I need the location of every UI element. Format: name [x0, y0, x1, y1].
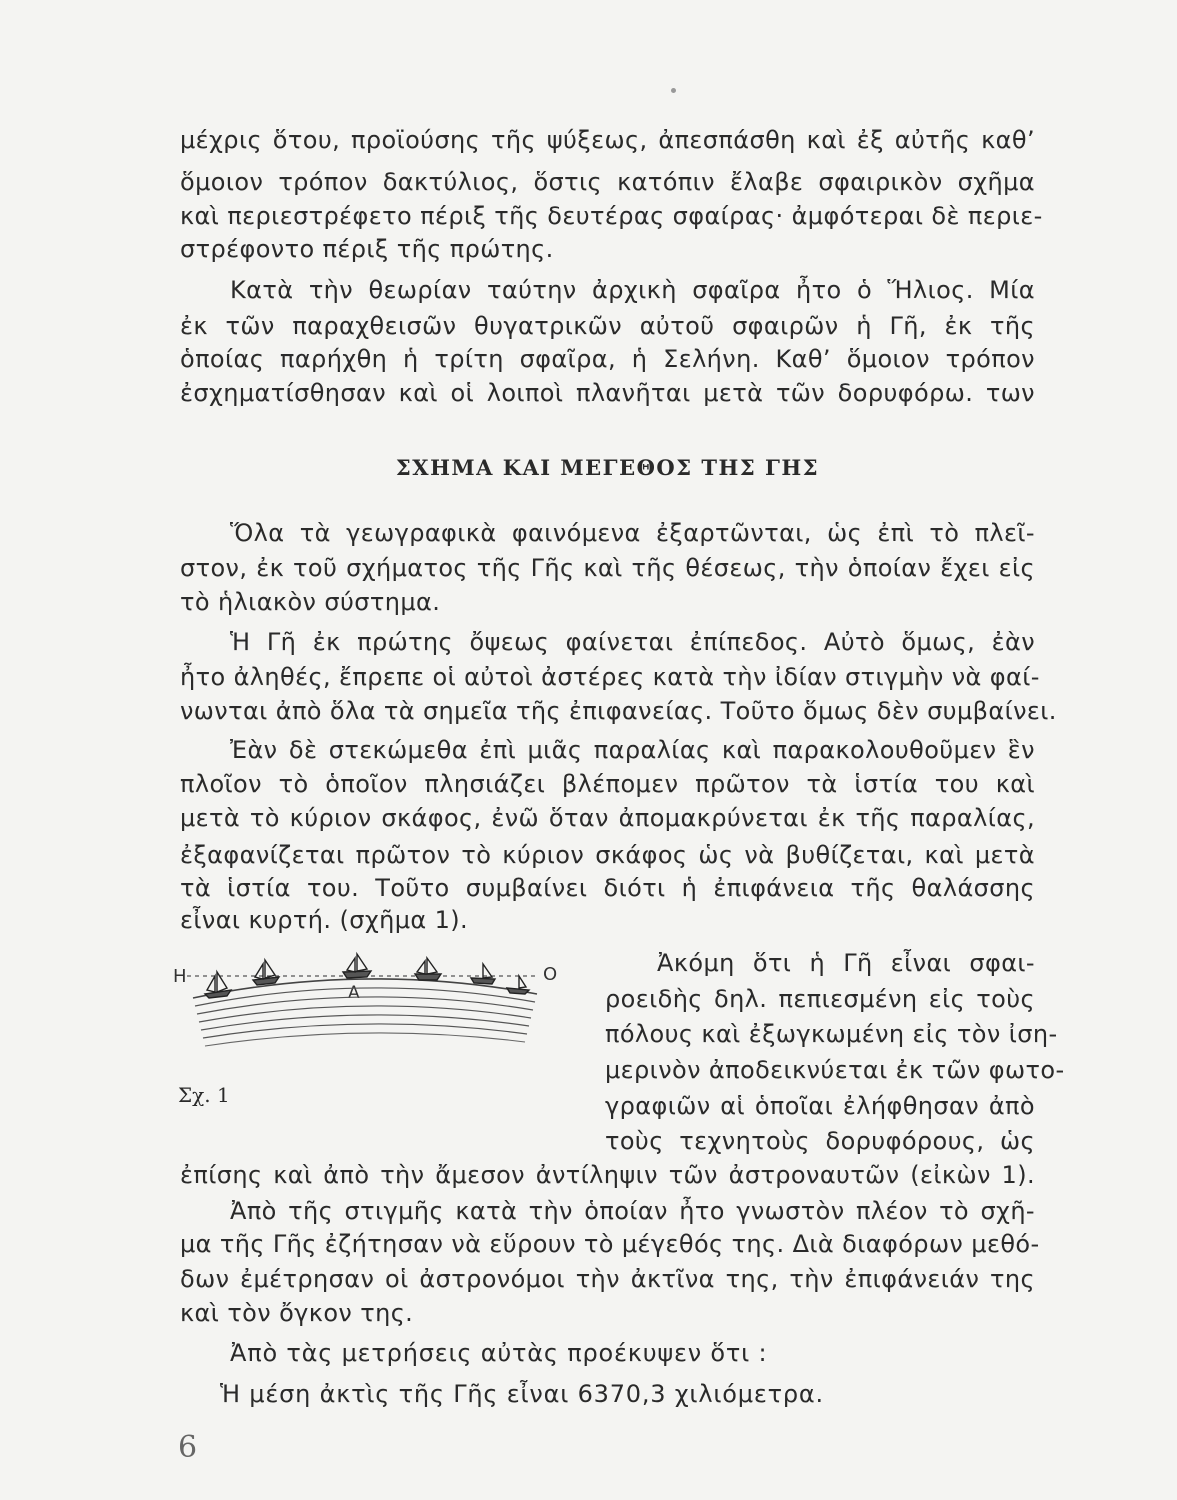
curved-sea-ships-figure: [165, 950, 605, 1060]
sea-curve-7: [205, 1033, 525, 1046]
text-line: πόλους καὶ ἐξωγκωμένη εἰς τὸν ἰση-: [605, 1020, 1058, 1048]
text-line: ἐκ τῶν παραχθεισῶν θυγατρικῶν αὐτοῦ σφαιρῶν ἡ Γῆ, ἐκ τῆς: [180, 312, 1035, 340]
speck: [671, 88, 676, 93]
text-line: Κατὰ τὴν θεωρίαν ταύτην ἀρχικὴ σφαῖρα ἦτο ὁ Ἥλιος. Μία: [230, 276, 1035, 304]
text-line: καὶ τὸν ὄγκον της.: [180, 1299, 414, 1327]
text-line: Ἀπὸ τὰς μετρήσεις αὐτὰς προέκυψεν ὅτι :: [230, 1339, 768, 1367]
text-line: ὅμοιον τρόπον δακτύλιος, ὅστις κατόπιν ἔλαβε σφαιρικὸν σχῆμα: [180, 168, 1035, 196]
text-line: νωνται ἀπὸ ὅλα τὰ σημεῖα τῆς ἐπιφανείας. Τοῦτο ὅμως δὲν συμβαίνει.: [180, 697, 1057, 725]
ship-4: [415, 958, 441, 980]
text-line: μέχρις ὅτου, προϊούσης τῆς ψύξεως, ἀπεσπάσθη καὶ ἐξ αὐτῆς καθ’: [180, 126, 1035, 154]
ship-5: [471, 964, 495, 984]
text-line: τὸ ἡλιακὸν σύστημα.: [180, 588, 441, 616]
text-line: πλοῖον τὸ ὁποῖον πλησιάζει βλέπομεν πρῶτον τὰ ἱστία του καὶ: [180, 770, 1035, 798]
ship-6: [507, 976, 529, 994]
text-line: μετὰ τὸ κύριον σκάφος, ἐνῶ ὅταν ἀπομακρύνεται ἐκ τῆς παραλίας,: [180, 804, 1035, 832]
text-line: δων ἐμέτρησαν οἱ ἀστρονόμοι τὴν ἀκτῖνα της, τὴν ἐπιφάνειάν της: [180, 1265, 1035, 1293]
text-line: Ἀκόμη ὅτι ἡ Γῆ εἶναι σφαι-: [657, 949, 1035, 977]
sea-curve-6: [203, 1024, 527, 1038]
sea-curve-5: [201, 1015, 529, 1030]
text-line: Ἡ Γῆ ἐκ πρώτης ὄψεως φαίνεται ἐπίπεδος. Αὐτὸ ὅμως, ἐὰν: [230, 628, 1035, 656]
text-line: στον, ἐκ τοῦ σχήματος τῆς Γῆς καὶ τῆς θέσεως, τὴν ὁποίαν ἔχει εἰς: [180, 554, 1035, 582]
text-line: Ἡ μέση ἀκτὶς τῆς Γῆς εἶναι 6370,3 χιλιόμετρα.: [220, 1380, 824, 1408]
text-line: γραφιῶν αἱ ὁποῖαι ἐλήφθησαν ἀπὸ: [605, 1092, 1035, 1120]
text-line: Ἀπὸ τῆς στιγμῆς κατὰ τὴν ὁποίαν ἦτο γνωστὸν πλέον τὸ σχῆ-: [230, 1197, 1035, 1225]
text-line: ἐπίσης καὶ ἀπὸ τὴν ἄμεσον ἀντίληψιν τῶν ἀστροναυτῶν (εἰκὼν 1).: [180, 1161, 1035, 1189]
text-line: Ἐὰν δὲ στεκώμεθα ἐπὶ μιᾶς παραλίας καὶ παρακολουθοῦμεν ἓν: [230, 736, 1035, 764]
figure-label-h: Η: [173, 966, 187, 987]
text-line: ἦτο ἀληθές, ἔπρεπε οἱ αὐτοὶ ἀστέρες κατὰ τὴν ἰδίαν στιγμὴν νὰ φαί-: [180, 663, 1040, 691]
text-line: τὰ ἱστία του. Τοῦτο συμβαίνει διότι ἡ ἐπιφάνεια τῆς θαλάσσης: [180, 874, 1035, 902]
page-number: 6: [178, 1430, 198, 1465]
text-line: ὁποίας παρήχθη ἡ τρίτη σφαῖρα, ἡ Σελήνη. Καθ’ ὅμοιον τρόπον: [180, 345, 1035, 373]
ship-3: [343, 954, 371, 978]
figure-label-a: Α: [348, 983, 360, 1003]
text-line: καὶ περιεστρέφετο πέριξ τῆς δευτέρας σφαίρας· ἀμφότεραι δὲ περιε-: [180, 202, 1043, 230]
text-line: ροειδὴς δηλ. πεπιεσμένη εἰς τοὺς: [605, 985, 1035, 1013]
text-line: μα τῆς Γῆς ἐζήτησαν νὰ εὕρουν τὸ μέγεθός της. Διὰ διαφόρων μεθό-: [180, 1230, 1040, 1258]
text-line: ἐξαφανίζεται πρῶτον τὸ κύριον σκάφος ὡς νὰ βυθίζεται, καὶ μετὰ: [180, 841, 1035, 869]
text-line: εἶναι κυρτή. (σχῆμα 1).: [180, 906, 469, 934]
figure-caption: Σχ. 1: [178, 1083, 230, 1107]
text-line: μερινὸν ἀποδεικνύεται ἐκ τῶν φωτο-: [605, 1056, 1065, 1084]
text-line: στρέφοντο πέριξ τῆς πρώτης.: [180, 235, 554, 263]
text-line: ἐσχηματίσθησαν καὶ οἱ λοιποὶ πλανῆται μετὰ τῶν δορυφόρω. των: [180, 379, 1035, 407]
ship-2: [253, 960, 279, 985]
figure-label-o: Ο: [543, 964, 558, 985]
section-heading: ΣΧΗΜΑ ΚΑΙ ΜΕΓΕΘΟΣ ΤΗΣ ΓΗΣ: [395, 455, 820, 480]
text-line: Ὅλα τὰ γεωγραφικὰ φαινόμενα ἐξαρτῶνται, ὡς ἐπὶ τὸ πλεῖ-: [230, 519, 1035, 547]
text-line: τοὺς τεχνητοὺς δορυφόρους, ὡς: [605, 1127, 1035, 1155]
